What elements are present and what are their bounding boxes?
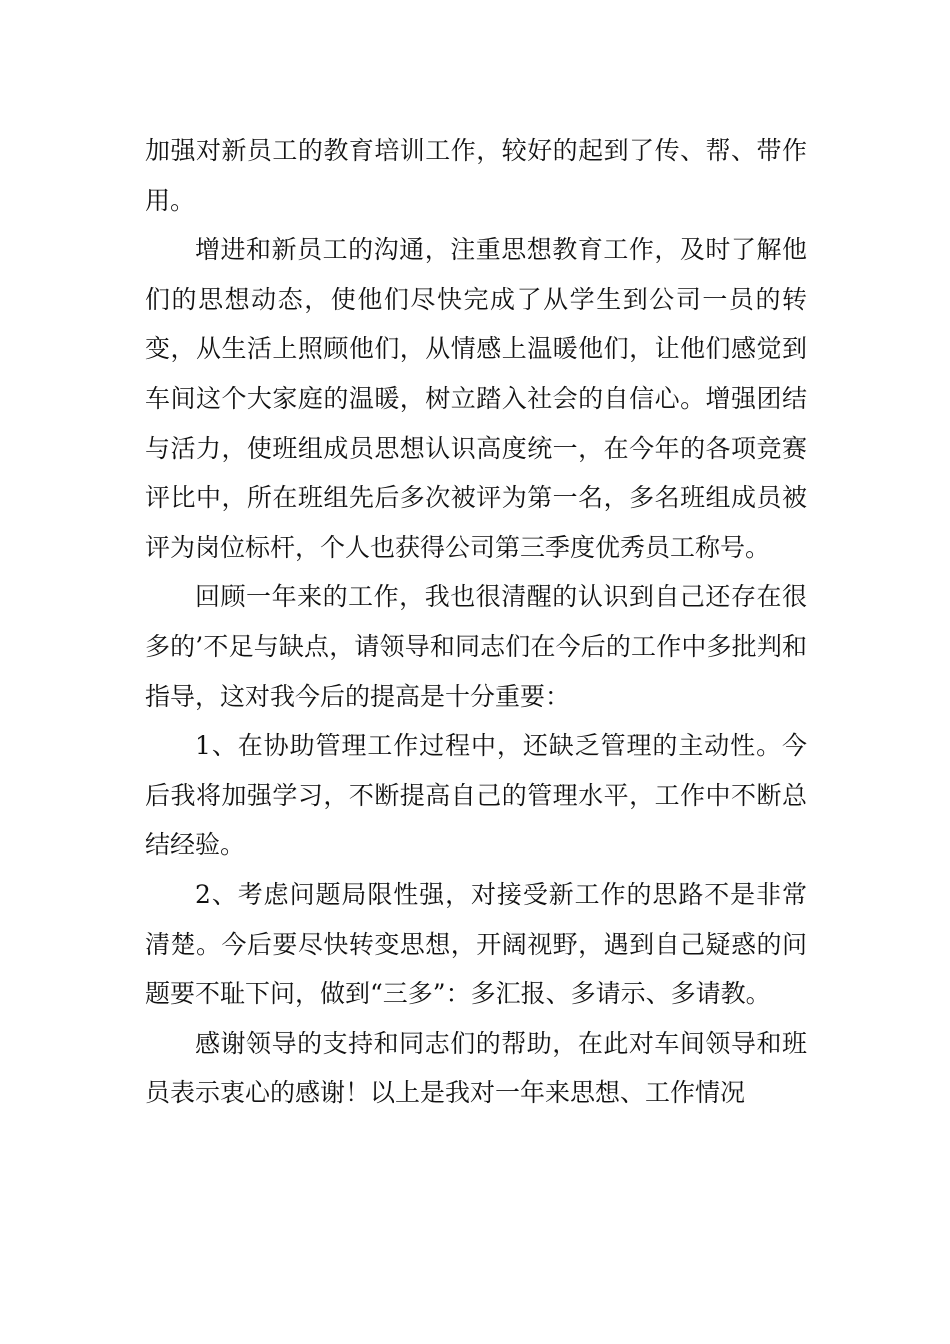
paragraph-item-2: 2、考虑问题局限性强，对接受新工作的思路不是非常清楚。今后要尽快转变思想，开阔视野，遇到自己疑惑的问题要不耻下问，做到“三多”：多汇报、多请示、多请教。 [145, 879, 807, 1009]
paragraph-communication: 增进和新员工的沟通，注重思想教育工作，及时了解他们的思想动态，使他们尽快完成了从学生到公司一员的转变，从生活上照顾他们，从情感上温暖他们，让他们感觉到车间这个大家庭的温暖，树立踏入社会的自信心。增强团结与活力，使班组成员思想认识高度统一，在今年的各项竞赛评比中，所在班组先后多次被评为第一名，多名班组成员被评为岗位标杆，个人也获得公司第三季度优秀员工称号。 [145, 235, 807, 562]
document-body [145, 126, 807, 1118]
paragraph-review: 回顾一年来的工作，我也很清醒的认识到自己还存在很多的’不足与缺点，请领导和同志们在今后的工作中多批判和指导，这对我今后的提高是十分重要： [145, 582, 807, 711]
paragraph-thanks: 感谢领导的支持和同志们的帮助，在此对车间领导和班员表示衷心的感谢！以上是我对一年来思想、工作情况 [145, 1028, 807, 1108]
paragraph-continuation: 加强对新员工的教育培训工作，较好的起到了传、帮、带作用。 [145, 136, 807, 215]
paragraph-item-1: 1、在协助管理工作过程中，还缺乏管理的主动性。今后我将加强学习，不断提高自己的管理水平，工作中不断总结经验。 [145, 731, 807, 860]
